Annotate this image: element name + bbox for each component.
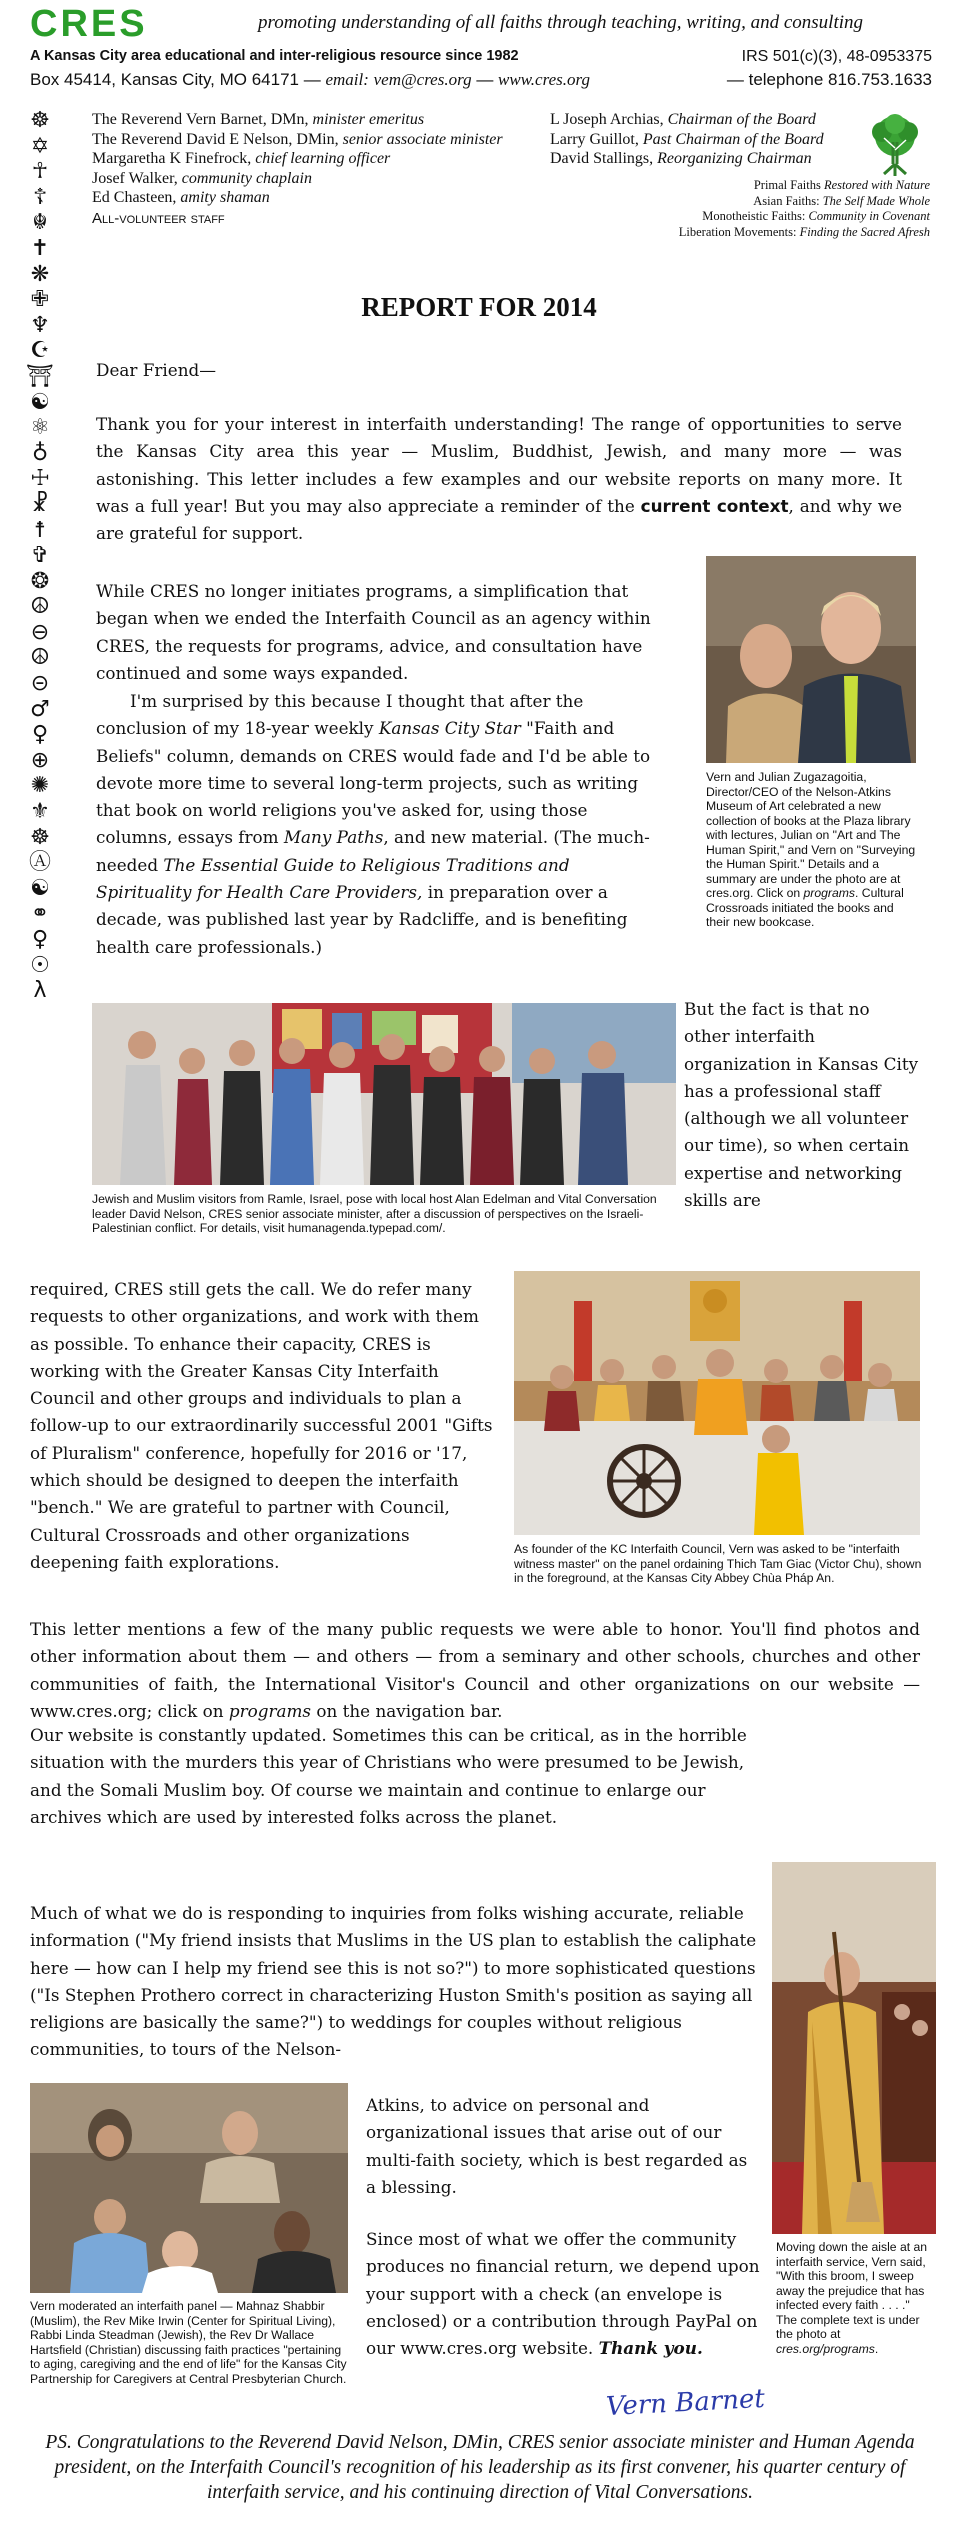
caption-abbey-ordination: As founder of the KC Interfaith Council, Vern was asked to be "interfaith witness master" on the panel ordaining Thich Tam Giac (Victor Chu), shown in the foreground, at the Kansas City Abbey Chùa Pháp An. <box>514 1542 922 1585</box>
religious-symbol-icon: ☧ <box>31 491 49 517</box>
paragraph-public-requests: This letter mentions a few of the many public requests we were able to honor. You'll find photos and other information about them — and others — from a seminary and other schools, churches and other communities of faith, the International Visitor's Council and other organizations on our website —www.cres.org; click on programs on the navigation bar. <box>30 1619 920 1721</box>
email-link[interactable]: vem@cres.org <box>373 70 472 89</box>
religious-symbol-icon: ☦ <box>32 184 48 210</box>
religious-symbol-icon: ☪ <box>30 338 50 364</box>
paragraph-programs: While CRES no longer initiates programs, a simplification that began when we ended the Interfaith Council as an agency within CRES, the requests for programs, advice, and consultation have continued and some ways expanded. <box>96 581 651 683</box>
signature: Vern Barnet <box>605 2383 766 2423</box>
religious-symbol-icon: ☩ <box>30 466 50 492</box>
address: Box 45414, Kansas City, MO 64171 — <box>30 70 321 89</box>
religious-symbol-icon: ☥ <box>31 159 49 185</box>
religious-symbol-icon: λ <box>33 978 47 1004</box>
paragraph-advice: Atkins, to advice on personal and organizational issues that arise out of our multi-faith society, which is best regarded as a blessing. <box>366 2095 748 2197</box>
caption-broom-aisle: Moving down the aisle at an interfaith service, Vern said, "With this broom, I sweep away the prejudice that has infected every faith . . . ." The complete text is under the photo at cres.org/programs. <box>776 2240 928 2356</box>
faith-row: Liberation Movements: Finding the Sacred Afresh <box>678 224 930 239</box>
org-description-line <box>30 48 932 66</box>
religious-symbol-icon: ❋ <box>30 261 50 287</box>
caption-ramle-visitors: Jewish and Muslim visitors from Ramle, Israel, pose with local host Alan Edelman and Vital Conversation leader David Nelson, CRES senior associate minister, after a discussion of perspectives on the Israeli-Palestinian conflict. For details, visit humanagenda.typepad.com/. <box>92 1192 657 1235</box>
staff-row: The Reverend Vern Barnet, DMn, minister emeritus <box>92 111 425 128</box>
religious-symbol-icon: ✡ <box>30 133 50 159</box>
religious-symbol-icon: ☸ <box>30 824 50 850</box>
staff-list <box>92 110 503 228</box>
religious-symbol-icon: ⊖ <box>30 619 50 645</box>
religious-symbol-icon: ⚛ <box>30 415 50 441</box>
religious-symbol-icon: ☸ <box>30 108 50 133</box>
faith-row: Asian Faiths: The Self Made Whole <box>753 193 930 208</box>
paragraph-website: Our website is constantly updated. Sometimes this can be critical, as in the horrible situation with the murders this year of Christians who were presumed to be Jewish, and the Somali Muslim boy. Of course we maintain and continue to enlarge our archives which are used by interested folks across the planet. <box>30 1725 747 1827</box>
report-title: REPORT FOR 2014 <box>361 292 597 322</box>
religious-symbol-icon: ♀ <box>31 927 49 952</box>
staff-row: Margaretha K Finefrock, chief learning officer <box>92 150 391 167</box>
tagline: promoting understanding of all faiths through teaching, writing, and consulting <box>258 12 864 33</box>
logo: CRES <box>30 3 148 45</box>
religious-symbol-icon: ☯ <box>30 389 50 415</box>
salutation: Dear Friend— <box>96 360 217 380</box>
religious-symbol-icon: ♂ <box>30 696 50 722</box>
tree-of-life-icon <box>862 112 928 178</box>
board-row: Larry Guillot, Past Chairman of the Board <box>550 130 824 148</box>
religious-symbol-icon: ⛩ <box>26 363 54 389</box>
religious-symbol-icon: ⊝ <box>30 671 50 697</box>
religious-symbol-icon: ♀ <box>31 722 49 748</box>
religious-symbol-icon: ✝ <box>30 235 50 261</box>
religious-symbol-icon: ⚜ <box>30 799 50 825</box>
photo-abbey-ordination <box>514 1271 920 1535</box>
paragraph-support: Since most of what we offer the community produces no financial return, we depend upon your support with a check (an envelope is enclosed) or a contribution through PayPal on our www.cres.org website. Thank you. <box>366 2229 760 2359</box>
org-description: A Kansas City area educational and inter-religious resource since 1982 <box>30 48 519 64</box>
photo-vern-julian <box>706 556 916 763</box>
photo-ramle-visitors <box>92 1003 676 1185</box>
caption-vern-julian: Vern and Julian Zugazagoitia, Director/CEO of the Nelson-Atkins Museum of Art celebrated a new collection of books at the Plaza library with lectures, Julian on "Art and The Human Spirit," and Vern on "Surveying the Human Spirit." Details and a summary are under the photo are at cres.org. Click on programs. Cultural Crossroads initiated the books and their new bookcase. <box>706 770 916 929</box>
religious-symbol-icon: ♁ <box>31 440 49 466</box>
postscript: PS. Congratulations to the Reverend David Nelson, DMin, CRES senior associate minister and Human Agenda president, on the Interfaith Council's recognition of his leadership as its first convener, his quarter century of interfaith service, and his continuing direction of Vital Conversations. <box>45 2432 915 2503</box>
telephone: — telephone 816.753.1633 <box>726 70 932 89</box>
religious-symbol-icon: ☮ <box>30 645 50 671</box>
religious-symbol-icon: ☉ <box>30 952 50 978</box>
board-list <box>550 110 824 169</box>
paragraph-professional-staff: But the fact is that no other interfaith organization in Kansas City has a professional staff (although we all volunteer our time), so when certain expertise and networking skills are <box>684 999 919 1211</box>
religious-symbols-column <box>22 108 58 1004</box>
thank-you: Thank you. <box>598 2338 703 2359</box>
photo-broom-aisle <box>772 1862 936 2234</box>
paragraph-refer-requests: required, CRES still gets the call. We do refer many requests to other organizations, and work with them as possible. To enhance their capacity, CRES is working with the Greater Kansas City Interfaith Council and other groups and individuals to plan a follow-up to our extraordinarily successful 2001 "Gifts of Pluralism" conference, hopefully for 2016 or '17, which should be designed to deepen the interfaith "bench." We are grateful to partner with Council, Cultural Crossroads and other organizations deepening faith explorations. <box>30 1279 493 1572</box>
religious-symbol-icon: ☯ <box>30 875 50 901</box>
faith-row: Monotheistic Faiths: Community in Covenant <box>702 209 930 223</box>
religious-symbol-icon: ✺ <box>30 773 50 799</box>
paragraph-column: I'm surprised by this because I thought that after the conclusion of my 18-year weekly Kansas City Star "Faith and Beliefs" column, demands on CRES would fade and I'd be able to devote more time to several long-term projects, such as writing that book on world religions you've asked for, using those columns, essays from Many Paths, and new material. (The much-needed The Essential Guide to Religious Traditions and Spirituality for Health Care Providers, in preparation over a decade, was published last year by Radcliffe, and is benefiting health care professionals.) <box>96 691 651 957</box>
religious-symbol-icon: ❂ <box>30 568 50 594</box>
religious-symbol-icon: ☬ <box>32 210 48 236</box>
board-row: David Stallings, Reorganizing Chairman <box>550 150 812 167</box>
board-row: L Joseph Archias, Chairman of the Board <box>550 111 816 128</box>
all-volunteer-label: All-volunteer staff <box>92 209 225 227</box>
religious-symbol-icon: ☨ <box>34 517 46 543</box>
religious-symbol-icon: ⊕ <box>30 747 50 773</box>
caption-interfaith-panel: Vern moderated an interfaith panel — Mahnaz Shabbir (Muslim), the Rev Mike Irwin (Center for Spiritual Living), Rabbi Linda Steadman (Jewish), the Rev Dr Wallace Hartsfield (Christian) discussing faith practices "pertaining to aging, caregiving and the end of life" for the Kansas City Partnership for Caregivers at Central Presbyterian Church. <box>30 2299 347 2386</box>
religious-symbol-icon: ✞ <box>30 543 50 569</box>
religious-symbol-icon: ♆ <box>30 312 50 338</box>
faith-categories <box>590 178 930 240</box>
paragraph-inquiries: Much of what we do is responding to inquiries from folks wishing accurate, reliable information ("My friend insists that Muslims in the US plan to establish the caliphate here — how can I help my friend see this is not so?") to more sophisticated questions ("Is Stephen Prothero correct in characterizing Huston Smith's position as saying all religions are basically the same?") to weddings for couples without religious communities, to tours of the Nelson- <box>30 1903 757 2060</box>
irs-number: IRS 501(c)(3), 48-0953375 <box>741 48 932 65</box>
email-label: email: <box>325 70 369 89</box>
staff-row: Ed Chasteen, amity shaman <box>92 189 270 206</box>
religious-symbol-icon: Ⓐ <box>28 850 51 876</box>
religious-symbol-icon: ☮ <box>30 594 50 620</box>
faith-row: Primal Faiths Restored with Nature <box>753 178 930 192</box>
staff-row: Josef Walker, community chaplain <box>92 169 312 187</box>
website-link[interactable]: www.cres.org <box>498 70 590 89</box>
paragraph-intro: Thank you for your interest in interfaith understanding! The range of opportunities to serve the Kansas City area this year — Muslim, Buddhist, Jewish, and many more — was astonishing. This letter includes a few examples and our website reports on many more. It was a full year! But you may also appreciate a reminder of the current context, and why we are grateful for support. <box>96 414 903 544</box>
contact-line: Box 45414, Kansas City, MO 64171 — email: vem@cres.org — www.cres.org — telephone 816.753.1633 <box>30 70 932 89</box>
religious-symbol-icon: ⚭ <box>30 901 50 927</box>
staff-row: The Reverend David E Nelson, DMin, senior associate minister <box>92 130 503 148</box>
religious-symbol-icon: ✙ <box>30 287 50 313</box>
photo-interfaith-panel <box>30 2083 348 2293</box>
